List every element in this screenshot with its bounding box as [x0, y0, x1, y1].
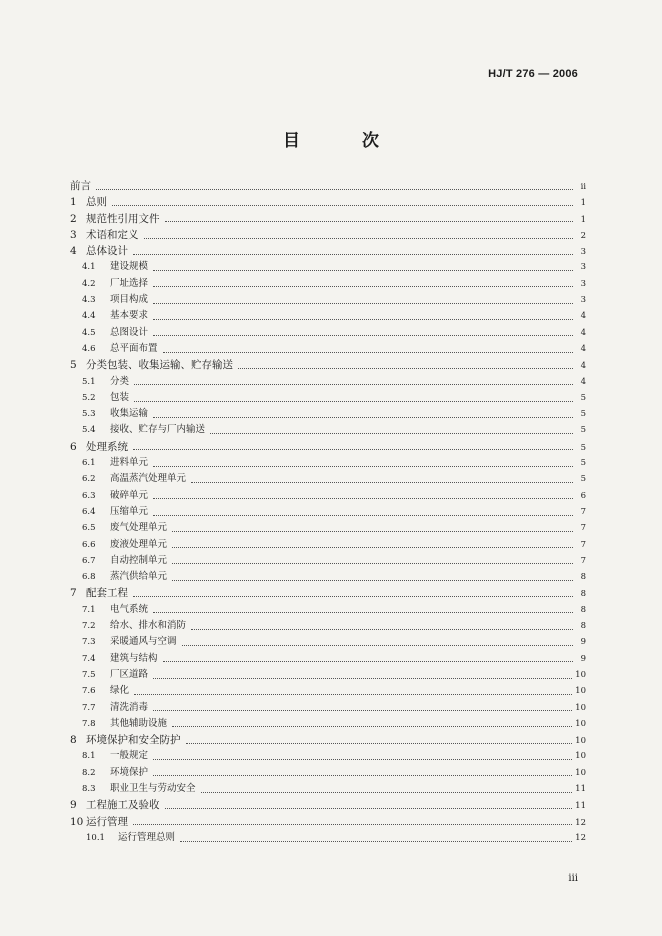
toc-entry[interactable] — [70, 341, 586, 357]
toc-entry-number: 4.4 — [82, 311, 96, 322]
toc-entry[interactable] — [70, 797, 586, 813]
toc-entry-title: 基本要求 — [110, 310, 149, 322]
toc-entry-number: 5.2 — [82, 392, 96, 403]
toc-entry[interactable] — [70, 227, 586, 243]
toc-entry-number: 6.1 — [82, 458, 96, 469]
toc-entry[interactable] — [70, 634, 586, 650]
toc-entry-number: 5 — [70, 359, 77, 372]
toc-leader-dots — [153, 311, 573, 320]
toc-entry-title: 废气处理单元 — [110, 522, 168, 534]
toc-entry[interactable] — [70, 422, 586, 438]
toc-leader-dots — [172, 572, 573, 581]
toc-leader-dots — [165, 213, 574, 222]
toc-entry[interactable] — [70, 504, 586, 520]
page-title — [0, 126, 662, 151]
toc-entry-title: 高温蒸汽处理单元 — [110, 473, 187, 485]
toc-entry-page: ⅱ — [580, 182, 586, 192]
toc-entry-title: 环境保护和安全防护 — [86, 734, 181, 747]
toc-entry-page: 4 — [580, 327, 586, 338]
toc-leader-dots — [180, 833, 572, 842]
toc-entry-title: 术语和定义 — [86, 228, 139, 241]
toc-leader-dots — [153, 262, 573, 271]
toc-entry-title: 一般规定 — [110, 750, 149, 762]
toc-entry-title: 规范性引用文件 — [86, 212, 160, 225]
toc-entry-title: 蒸汽供给单元 — [110, 571, 168, 583]
toc-entry-title: 总体设计 — [86, 245, 128, 258]
toc-entry-page: 3 — [580, 278, 586, 289]
toc-entry-title: 收集运输 — [110, 408, 149, 420]
toc-entry-page: 10 — [575, 751, 586, 762]
toc-entry[interactable] — [70, 439, 586, 455]
toc-entry-page: 4 — [580, 376, 586, 387]
toc-leader-dots — [153, 327, 573, 336]
toc-entry[interactable] — [70, 471, 586, 487]
toc-entry-title: 厂区道路 — [110, 668, 149, 680]
toc-entry-number: 6.5 — [82, 523, 96, 534]
toc-entry-number: 7.4 — [82, 653, 96, 664]
toc-entry-page: 7 — [580, 539, 586, 550]
toc-entry-number: 7.8 — [82, 718, 96, 729]
toc-entry-title: 职业卫生与劳动安全 — [110, 782, 196, 794]
toc-entry-number: 4.5 — [82, 327, 96, 338]
toc-leader-dots — [134, 393, 573, 402]
toc-entry[interactable] — [70, 537, 586, 553]
toc-leader-dots — [172, 555, 573, 564]
toc-entry-number: 7.6 — [82, 686, 96, 697]
toc-leader-dots — [163, 653, 573, 662]
toc-leader-dots — [163, 344, 573, 353]
toc-leader-dots — [191, 474, 573, 483]
toc-entry[interactable] — [70, 178, 586, 194]
toc-entry-page: 10 — [575, 686, 586, 697]
toc-entry[interactable] — [70, 569, 586, 585]
toc-entry-page: 5 — [580, 409, 586, 420]
toc-entry-number: 3 — [70, 228, 77, 241]
toc-entry-title: 废液处理单元 — [110, 538, 168, 550]
toc-entry-page: 4 — [580, 343, 586, 354]
toc-leader-dots — [153, 670, 572, 679]
toc-entry-title: 总平面布置 — [110, 342, 158, 354]
toc-entry-title: 进料单元 — [110, 457, 149, 469]
toc-entry-title: 工程施工及验收 — [86, 799, 160, 812]
toc-leader-dots — [172, 539, 573, 548]
toc-entry[interactable] — [70, 325, 586, 341]
toc-entry[interactable] — [70, 520, 586, 536]
toc-entry-page: 9 — [580, 653, 586, 664]
toc-entry[interactable] — [70, 211, 586, 227]
toc-entry[interactable] — [70, 748, 586, 764]
toc-entry-title: 给水、排水和消防 — [110, 620, 187, 632]
toc-entry-page: 11 — [575, 801, 586, 812]
toc-entry[interactable] — [70, 651, 586, 667]
toc-entry[interactable] — [70, 390, 586, 406]
toc-leader-dots — [153, 751, 572, 760]
toc-entry[interactable] — [70, 276, 586, 292]
toc-leader-dots — [133, 246, 573, 255]
standard-code: HJ/T 276 — 2006 — [488, 68, 578, 80]
toc-entry[interactable] — [70, 618, 586, 634]
toc-entry-page: 7 — [580, 523, 586, 534]
toc-entry[interactable] — [70, 308, 586, 324]
toc-entry-page: 12 — [575, 832, 586, 843]
toc-leader-dots — [133, 816, 572, 825]
toc-entry[interactable] — [70, 488, 586, 504]
toc-entry-page: 2 — [580, 230, 586, 241]
toc-entry[interactable] — [70, 667, 586, 683]
toc-leader-dots — [153, 278, 573, 287]
toc-entry[interactable] — [70, 243, 586, 259]
toc-entry-page: 4 — [580, 361, 586, 372]
toc-entry-title: 处理系统 — [86, 440, 128, 453]
toc-entry-number: 8.2 — [82, 767, 96, 778]
toc-entry-page: 10 — [575, 718, 586, 729]
toc-leader-dots — [134, 686, 572, 695]
toc-entry-number: 7.1 — [82, 604, 96, 615]
toc-entry-page: 12 — [575, 817, 586, 828]
toc-entry-number: 7.3 — [82, 637, 96, 648]
toc-entry-number: 6.2 — [82, 474, 96, 485]
toc-leader-dots — [238, 360, 573, 369]
toc-entry-title: 清洗消毒 — [110, 701, 149, 713]
toc-entry-number: 8 — [70, 734, 77, 747]
toc-entry-page: 8 — [580, 604, 586, 615]
toc-entry-title: 分类包装、收集运输、贮存输送 — [86, 359, 233, 372]
toc-leader-dots — [153, 490, 573, 499]
toc-leader-dots — [172, 523, 573, 532]
toc-entry[interactable] — [70, 602, 586, 618]
toc-entry-number: 1 — [70, 196, 77, 209]
toc-entry-title: 总则 — [86, 196, 107, 209]
toc-entry-page: 1 — [580, 198, 586, 209]
toc-entry-title: 绿化 — [110, 685, 130, 697]
toc-entry[interactable] — [70, 455, 586, 471]
toc-entry-number: 4.1 — [82, 262, 96, 273]
toc-leader-dots — [133, 588, 573, 597]
toc-entry-page: 10 — [575, 702, 586, 713]
toc-entry-page: 3 — [580, 247, 586, 258]
toc-entry-page: 11 — [575, 783, 586, 794]
toc-leader-dots — [201, 784, 573, 793]
toc-entry-page: 5 — [580, 425, 586, 436]
toc-leader-dots — [210, 425, 573, 434]
toc-entry[interactable] — [70, 732, 586, 748]
table-of-contents — [70, 178, 586, 846]
toc-entry-page: 3 — [580, 262, 586, 273]
toc-leader-dots — [96, 181, 573, 190]
toc-entry-title: 采暖通风与空调 — [110, 636, 177, 648]
toc-entry-number: 5.1 — [82, 376, 96, 387]
toc-entry-page: 5 — [580, 442, 586, 453]
toc-entry-number: 6 — [70, 440, 77, 453]
toc-entry-title: 运行管理总则 — [118, 831, 176, 843]
toc-leader-dots — [186, 735, 573, 744]
title-char-2: 次 — [362, 131, 379, 151]
toc-entry-number: 5.4 — [82, 425, 96, 436]
toc-entry-page: 5 — [580, 458, 586, 469]
toc-entry-page: 5 — [580, 392, 586, 403]
toc-entry-title: 环境保护 — [110, 766, 149, 778]
toc-entry-title: 破碎单元 — [110, 489, 149, 501]
toc-entry[interactable] — [70, 194, 586, 210]
toc-entry-number: 6.3 — [82, 490, 96, 501]
toc-entry-number: 4.6 — [82, 343, 96, 354]
toc-entry[interactable] — [70, 357, 586, 373]
toc-entry-title: 配套工程 — [86, 587, 128, 600]
toc-leader-dots — [112, 197, 573, 206]
toc-leader-dots — [153, 507, 573, 516]
toc-entry[interactable] — [70, 700, 586, 716]
toc-entry-number: 7.5 — [82, 669, 96, 680]
toc-leader-dots — [134, 376, 573, 385]
toc-entry[interactable] — [70, 585, 586, 601]
toc-entry-page: 7 — [580, 506, 586, 517]
toc-entry[interactable] — [70, 259, 586, 275]
toc-entry-title: 厂址选择 — [110, 277, 149, 289]
toc-entry-title: 压缩单元 — [110, 505, 149, 517]
toc-entry-title: 项目构成 — [110, 294, 149, 306]
toc-leader-dots — [191, 621, 573, 630]
toc-entry-title: 包装 — [110, 391, 130, 403]
toc-entry-number: 6.6 — [82, 539, 96, 550]
toc-entry-title: 其他辅助设施 — [110, 717, 168, 729]
toc-leader-dots — [153, 295, 573, 304]
toc-entry-page: 8 — [580, 572, 586, 583]
toc-entry-title: 接收、贮存与厂内输送 — [110, 424, 206, 436]
toc-entry[interactable] — [70, 830, 586, 846]
toc-entry[interactable] — [70, 716, 586, 732]
title-char-1: 目 — [283, 131, 300, 151]
toc-entry-number: 6.7 — [82, 555, 96, 566]
toc-entry-title: 运行管理 — [86, 815, 128, 828]
toc-entry-number: 10 — [70, 815, 84, 828]
toc-leader-dots — [153, 409, 573, 418]
toc-entry-page: 3 — [580, 295, 586, 306]
toc-entry-number: 6.4 — [82, 506, 96, 517]
toc-entry-page: 5 — [580, 474, 586, 485]
toc-entry-number: 7.7 — [82, 702, 96, 713]
toc-leader-dots — [153, 458, 573, 467]
toc-entry-title: 自动控制单元 — [110, 554, 168, 566]
toc-entry-number: 4.3 — [82, 295, 96, 306]
toc-entry-number: 2 — [70, 212, 77, 225]
toc-entry-number: 9 — [70, 799, 77, 812]
toc-entry-number: 4 — [70, 245, 77, 258]
toc-leader-dots — [153, 702, 572, 711]
page-number: ⅲ — [568, 873, 578, 884]
toc-entry[interactable] — [70, 765, 586, 781]
toc-entry-page: 10 — [575, 736, 586, 747]
toc-entry-number: 5.3 — [82, 409, 96, 420]
toc-entry-title: 总图设计 — [110, 326, 149, 338]
toc-entry-page: 10 — [575, 767, 586, 778]
toc-entry[interactable] — [70, 292, 586, 308]
toc-entry-page: 8 — [580, 621, 586, 632]
toc-entry[interactable] — [70, 374, 586, 390]
toc-entry-page: 7 — [580, 555, 586, 566]
toc-entry[interactable] — [70, 406, 586, 422]
toc-leader-dots — [172, 718, 572, 727]
toc-entry-page: 1 — [580, 214, 586, 225]
toc-entry[interactable] — [70, 781, 586, 797]
toc-entry[interactable] — [70, 683, 586, 699]
toc-entry[interactable] — [70, 814, 586, 830]
toc-entry-page: 4 — [580, 311, 586, 322]
toc-entry-title: 前言 — [70, 180, 91, 192]
toc-entry-title: 分类 — [110, 375, 130, 387]
toc-entry-page: 10 — [575, 669, 586, 680]
toc-entry-number: 10.1 — [86, 832, 105, 843]
toc-entry-number: 8.1 — [82, 751, 96, 762]
toc-leader-dots — [182, 637, 573, 646]
toc-entry[interactable] — [70, 553, 586, 569]
toc-entry-title: 建设规模 — [110, 261, 149, 273]
toc-leader-dots — [153, 767, 572, 776]
toc-entry-page: 8 — [580, 589, 586, 600]
toc-entry-page: 6 — [580, 490, 586, 501]
toc-entry-number: 8.3 — [82, 783, 96, 794]
toc-entry-title: 建筑与结构 — [110, 652, 158, 664]
toc-leader-dots — [153, 604, 573, 613]
toc-leader-dots — [144, 230, 574, 239]
toc-leader-dots — [133, 441, 573, 450]
toc-entry-number: 6.8 — [82, 572, 96, 583]
toc-entry-number: 7 — [70, 587, 77, 600]
toc-leader-dots — [165, 800, 573, 809]
toc-entry-number: 7.2 — [82, 621, 96, 632]
toc-entry-number: 4.2 — [82, 278, 96, 289]
toc-entry-page: 9 — [580, 637, 586, 648]
toc-entry-title: 电气系统 — [110, 603, 149, 615]
